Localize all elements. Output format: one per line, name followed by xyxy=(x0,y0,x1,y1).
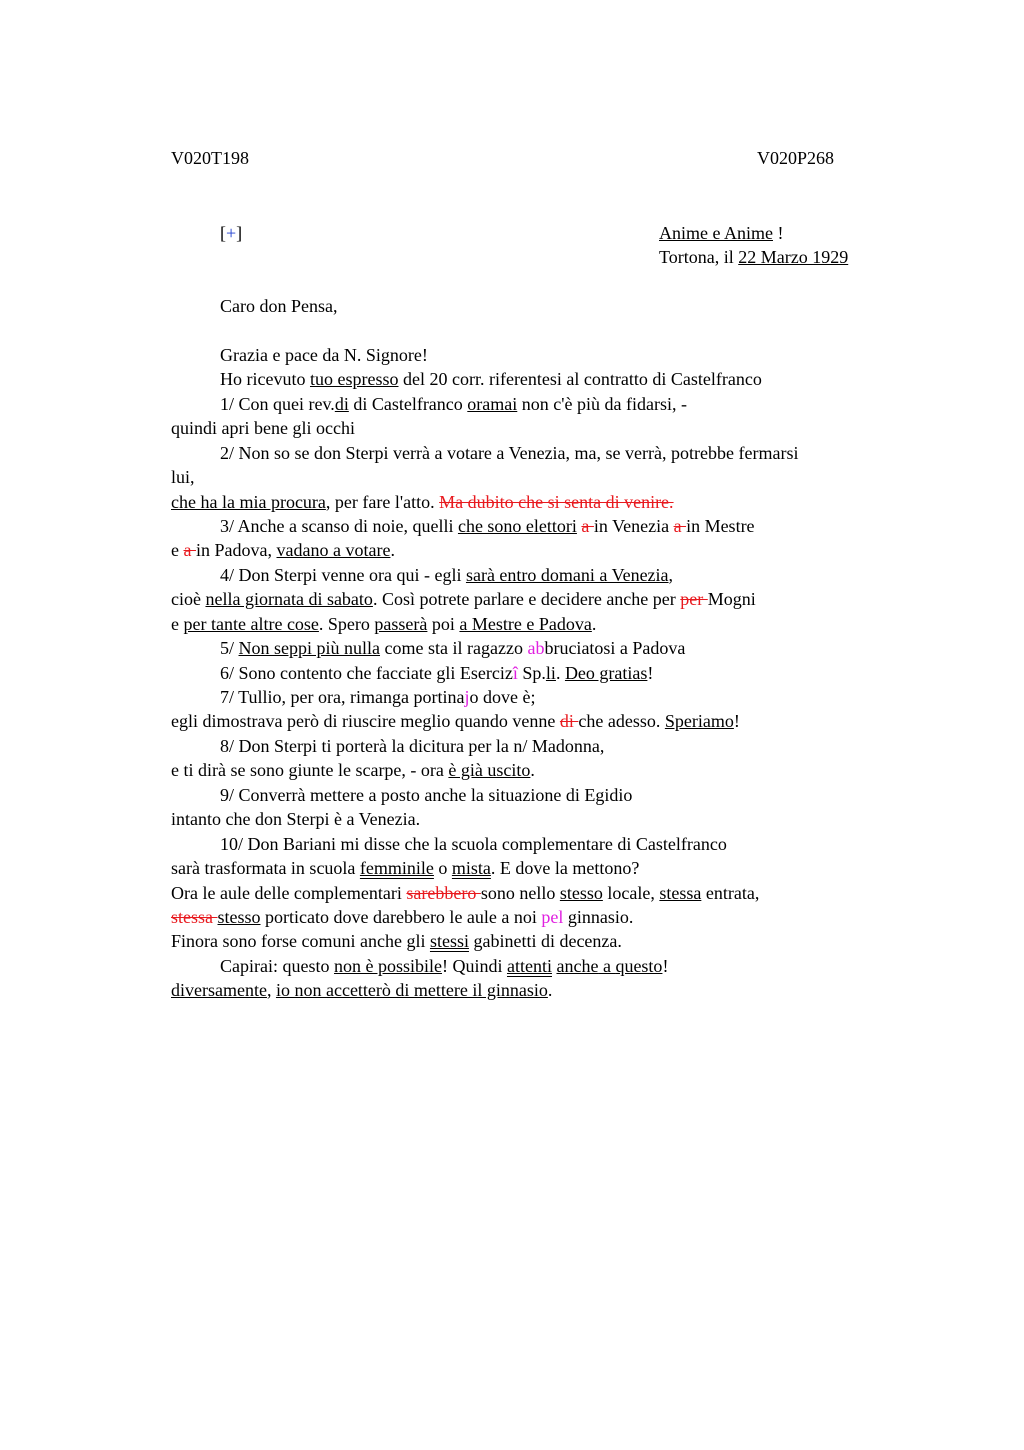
text-line: e a in Padova, vadano a votare. xyxy=(171,540,395,560)
text-line: Ho ricevuto tuo espresso del 20 corr. riferentesi al contratto di Castelfranco xyxy=(220,369,762,389)
text-line: intanto che don Sterpi è a Venezia. xyxy=(171,809,421,829)
text-line: diversamente, io non accetterò di mettere il ginnasio. xyxy=(171,980,553,1000)
text-line: 9/ Converrà mettere a posto anche la situazione di Egidio xyxy=(220,785,633,805)
text-line: lui, xyxy=(171,467,195,487)
text-line: e per tante altre cose. Spero passerà poi a Mestre e Padova. xyxy=(171,614,597,634)
text-line: cioè nella giornata di sabato. Così potrete parlare e decidere anche per per Mogni xyxy=(171,589,756,609)
text-line: stessa stesso porticato dove darebbero le aule a noi pel ginnasio. xyxy=(171,907,634,927)
text-line: 3/ Anche a scanso di noie, quelli che sono elettori a in Venezia a in Mestre xyxy=(220,516,755,536)
greeting: Grazia e pace da N. Signore! xyxy=(220,345,428,365)
text-line: 2/ Non so se don Sterpi verrà a votare a Venezia, ma, se verrà, potrebbe fermarsi xyxy=(220,443,799,463)
text-line: Finora sono forse comuni anche gli stessi gabinetti di decenza. xyxy=(171,931,622,951)
letter-title: Anime e Anime ! xyxy=(659,223,784,243)
text-line: 8/ Don Sterpi ti porterà la dicitura per la n/ Madonna, xyxy=(220,736,605,756)
text-line: 7/ Tullio, per ora, rimanga portinajo dove è; xyxy=(220,687,536,707)
text-line: Capirai: questo non è possibile! Quindi attenti anche a questo! xyxy=(220,956,669,976)
text-line: 4/ Don Sterpi venne ora qui - egli sarà entro domani a Venezia, xyxy=(220,565,674,585)
text-line: quindi apri bene gli occhi xyxy=(171,418,355,438)
text-line: sarà trasformata in scuola femminile o mista. E dove la mettono? xyxy=(171,858,640,878)
text-line: e ti dirà se sono giunte le scarpe, - ora è già uscito. xyxy=(171,760,535,780)
text-line: 1/ Con quei rev.di di Castelfranco oramai non c'è più da fidarsi, - xyxy=(220,394,687,414)
salutation: Caro don Pensa, xyxy=(220,296,338,316)
plus-marker[interactable]: [+] xyxy=(220,223,243,243)
text-line: 10/ Don Bariani mi disse che la scuola complementare di Castelfranco xyxy=(220,834,727,854)
plus-icon[interactable]: + xyxy=(226,223,237,243)
text-line: Ora le aule delle complementari sarebbero sono nello stesso locale, stessa entrata, xyxy=(171,883,760,903)
letter-date: Tortona, il 22 Marzo 1929 xyxy=(659,247,849,267)
text-line: che ha la mia procura, per fare l'atto. Ma dubito che si senta di venire. xyxy=(171,492,674,512)
document-id-right: V020P268 xyxy=(757,148,835,168)
text-line: egli dimostrava però di riuscire meglio quando venne di che adesso. Speriamo! xyxy=(171,711,740,731)
text-line: 6/ Sono contento che facciate gli Esercizî Sp.li. Deo gratias! xyxy=(220,663,654,683)
text-line: 5/ Non seppi più nulla come sta il ragazzo abbruciatosi a Padova xyxy=(220,638,686,658)
document-id-left: V020T198 xyxy=(171,148,249,168)
